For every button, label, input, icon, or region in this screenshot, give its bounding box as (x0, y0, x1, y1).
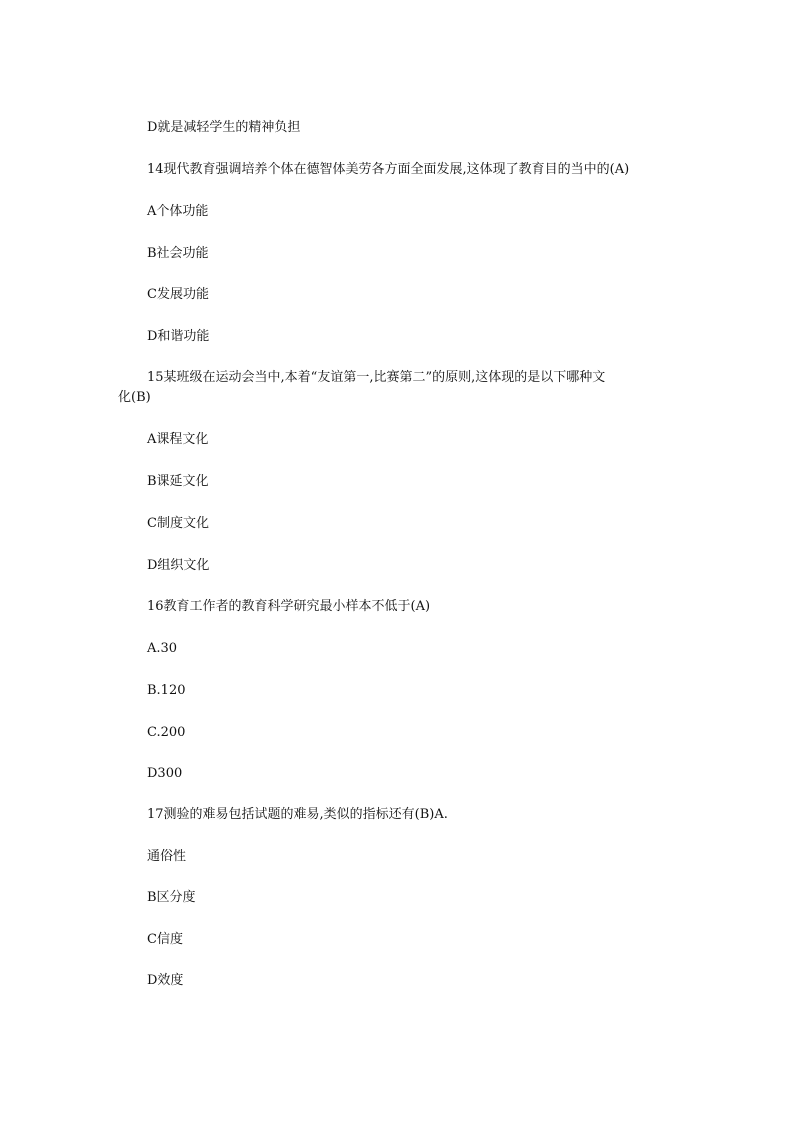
option-d-q13: D就是减轻学生的精神负担 (147, 120, 301, 135)
option-a-q14: A个体功能 (147, 204, 209, 219)
option-b-q16: B.120 (147, 683, 186, 698)
option-a-q15: A课程文化 (147, 432, 209, 447)
option-d-q16: D300 (147, 766, 183, 781)
option-b-q17: B区分度 (147, 890, 196, 905)
option-d-q14: D和谐功能 (147, 329, 210, 344)
option-d-q15: D组织文化 (147, 558, 210, 573)
question-14: 14现代教育强调培养个体在德智体美劳各方面全面发展,这体现了教育目的当中的(A) (147, 162, 630, 177)
question-15-continued: 化(B) (118, 390, 151, 405)
option-c-q15: C制度文化 (147, 516, 209, 531)
question-16: 16教育工作者的教育科学研究最小样本不低于(A) (147, 599, 431, 614)
option-c-q17: C信度 (147, 932, 183, 947)
option-b-q14: B社会功能 (147, 246, 209, 261)
option-c-q16: C.200 (147, 725, 186, 740)
question-15: 15某班级在运动会当中,本着“友谊第一,比赛第二”的原则,这体现的是以下哪种文 (147, 370, 606, 385)
option-c-q14: C发展功能 (147, 287, 209, 302)
option-d-q17: D效度 (147, 973, 184, 988)
option-b-q15: B课延文化 (147, 474, 209, 489)
option-a-q16: A.30 (147, 641, 178, 656)
option-a-q17: 通俗性 (147, 849, 187, 864)
question-17: 17测验的难易包括试题的难易,类似的指标还有(B)A. (147, 807, 448, 822)
